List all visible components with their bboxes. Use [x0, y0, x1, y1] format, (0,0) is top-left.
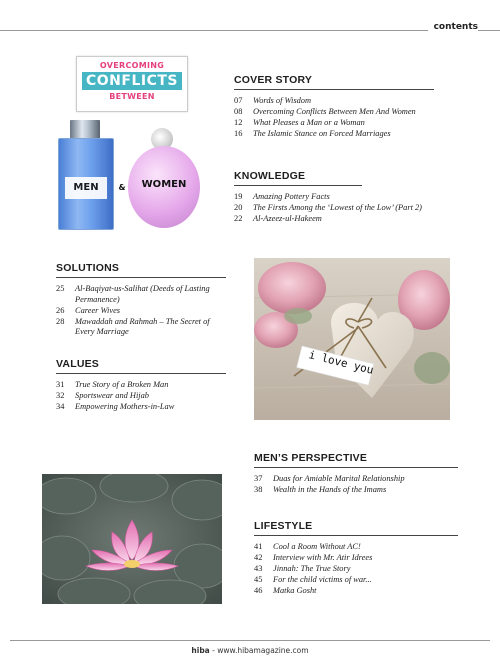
footer-url[interactable]: www.hibamagazine.com [217, 646, 309, 655]
toc-item[interactable] [234, 96, 434, 107]
toc-item[interactable] [56, 391, 226, 402]
blue-bottle-cap [70, 120, 100, 140]
cover-poster [76, 56, 188, 112]
section-cover-story [234, 74, 434, 140]
poster-line-3: BETWEEN [109, 92, 155, 101]
toc-item[interactable] [254, 485, 458, 496]
toc-item[interactable] [56, 317, 226, 338]
section-title: LIFESTYLE [254, 520, 458, 536]
page-number: 22 [234, 214, 243, 224]
article-title: The Islamic Stance on Forced Marriages [253, 129, 391, 139]
article-title: Overcoming Conflicts Between Men And Women [253, 107, 416, 117]
footer-brand: hiba [191, 646, 210, 655]
page-number: 16 [234, 129, 243, 139]
page-number: 42 [254, 553, 263, 563]
article-title: Al-Baqiyat-us-Salihat (Deeds of Lasting Permanence) [75, 284, 210, 304]
page-number: 25 [56, 284, 65, 293]
page-number: 34 [56, 402, 65, 412]
page-number: 28 [56, 316, 65, 326]
article-title: Amazing Pottery Facts [253, 192, 330, 201]
footer-rule [10, 640, 490, 641]
page-number: 43 [254, 564, 263, 574]
page-number: 08 [234, 107, 243, 117]
toc-item[interactable] [56, 402, 226, 413]
section-values [56, 358, 226, 413]
toc-item[interactable] [254, 542, 458, 553]
section-title: SOLUTIONS [56, 262, 226, 278]
article-title: The Firsts Among the ‘Lowest of the Low’ (Part 2) [253, 203, 422, 213]
toc-item[interactable] [234, 214, 460, 225]
article-title: Mawaddah and Rahmah – The Secret of Every Marriage [75, 316, 210, 337]
page-number: 26 [56, 305, 65, 315]
page-number: 45 [254, 575, 263, 585]
section-mens-perspective [254, 452, 458, 496]
article-title: Sportswear and Hijab [75, 391, 149, 401]
article-title: Empowering Mothers-in-Law [75, 402, 175, 412]
article-title: Jinnah: The True Story [273, 564, 351, 574]
section-lifestyle [254, 520, 458, 597]
toc-item[interactable] [234, 203, 460, 214]
toc-item[interactable] [254, 474, 458, 485]
article-title: Career Wives [75, 305, 121, 315]
footer-separator: - [209, 646, 218, 655]
page-number: 07 [234, 96, 243, 105]
article-title: For the child victims of war... [273, 575, 372, 585]
toc-item[interactable] [254, 586, 458, 597]
ampersand-badge: & [116, 182, 128, 194]
cover-illustration [56, 54, 208, 234]
toc-item[interactable] [254, 564, 458, 575]
article-title: Interview with Mr. Atir Idrees [273, 553, 373, 563]
men-label: MEN [65, 177, 107, 199]
toc-item[interactable] [234, 118, 434, 129]
love-note-text: i love you [307, 348, 375, 377]
page-number: 20 [234, 203, 243, 213]
section-title: KNOWLEDGE [234, 170, 362, 186]
article-title: Matka Gosht [273, 586, 317, 596]
article-title: Words of Wisdom [253, 96, 312, 105]
toc-item[interactable] [56, 284, 226, 305]
page-number: 37 [254, 474, 263, 483]
page-number: 31 [56, 380, 65, 389]
toc-item[interactable] [254, 575, 458, 586]
toc-item[interactable] [254, 553, 458, 564]
footer [0, 646, 500, 655]
page-number: 32 [56, 391, 65, 401]
toc-item[interactable] [234, 107, 434, 118]
page-number: 41 [254, 542, 263, 551]
poster-line-2: CONFLICTS [82, 72, 182, 90]
toc-item[interactable] [234, 192, 460, 203]
page-number: 38 [254, 485, 263, 495]
section-title: COVER STORY [234, 74, 434, 90]
page-number: 19 [234, 192, 243, 201]
lotus-photo [42, 474, 222, 604]
article-title: True Story of a Broken Man [75, 380, 169, 389]
section-knowledge [234, 170, 460, 225]
article-title: Duas for Amiable Marital Relationship [273, 474, 405, 483]
page-number: 12 [234, 118, 243, 128]
article-title: Cool a Room Without AC! [273, 542, 361, 551]
poster-line-1: OVERCOMING [99, 61, 165, 70]
toc-item[interactable] [56, 380, 226, 391]
toc-item[interactable] [56, 306, 226, 317]
pink-perfume-bottle [128, 146, 200, 228]
contents-label: contents [428, 22, 478, 32]
top-bar [0, 22, 500, 34]
article-title: What Pleases a Man or a Woman [253, 118, 365, 128]
article-title: Al-Azeez-ul-Hakeem [253, 214, 322, 224]
women-label: WOMEN [141, 179, 187, 190]
page-number: 46 [254, 586, 263, 596]
section-solutions [56, 262, 226, 338]
section-title: VALUES [56, 358, 226, 374]
blue-perfume-bottle [58, 138, 114, 230]
love-note-photo [254, 258, 450, 420]
top-rule [0, 30, 500, 31]
toc-item[interactable] [234, 129, 434, 140]
article-title: Wealth in the Hands of the Imams [273, 485, 387, 495]
section-title: MEN’S PERSPECTIVE [254, 452, 458, 468]
